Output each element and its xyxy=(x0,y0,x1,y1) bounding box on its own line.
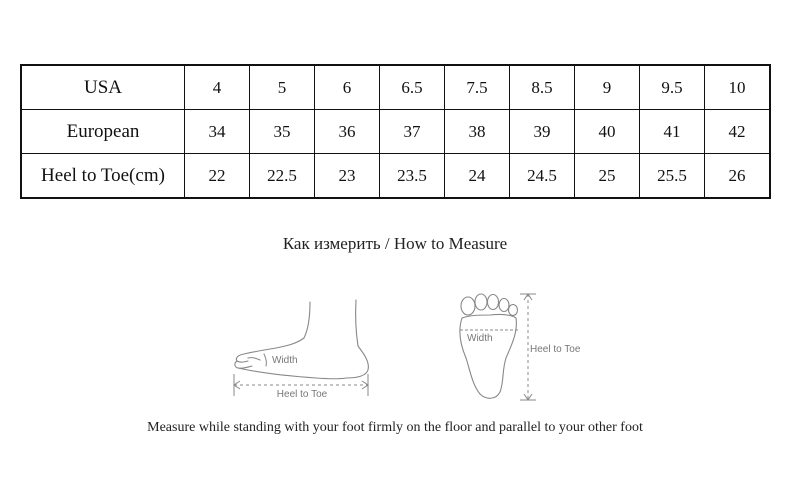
table-cell: 6.5 xyxy=(380,65,445,110)
table-cell: 23 xyxy=(315,154,380,199)
table-cell: 34 xyxy=(185,110,250,154)
table-cell: 9 xyxy=(575,65,640,110)
table-cell: 24.5 xyxy=(510,154,575,199)
size-chart-table xyxy=(20,64,771,199)
table-cell: 26 xyxy=(705,154,771,199)
table-cell: 39 xyxy=(510,110,575,154)
table-cell: 7.5 xyxy=(445,65,510,110)
table-cell: 23.5 xyxy=(380,154,445,199)
table-cell: 40 xyxy=(575,110,640,154)
table-cell: 24 xyxy=(445,154,510,199)
row-header-european: European xyxy=(21,110,185,154)
foot-side-view-icon xyxy=(226,288,382,410)
table-cell: 38 xyxy=(445,110,510,154)
table-cell: 10 xyxy=(705,65,771,110)
sole-heel-to-toe-label: Heel to Toe xyxy=(530,344,581,355)
table-cell: 42 xyxy=(705,110,771,154)
table-cell: 22 xyxy=(185,154,250,199)
table-cell: 25.5 xyxy=(640,154,705,199)
table-cell: 6 xyxy=(315,65,380,110)
row-header-heel-to-toe: Heel to Toe(cm) xyxy=(21,154,185,199)
table-row-european xyxy=(21,110,770,154)
foot-side-view-illustration xyxy=(226,288,382,410)
table-cell: 5 xyxy=(250,65,315,110)
table-cell: 8.5 xyxy=(510,65,575,110)
table-row-heel-to-toe xyxy=(21,154,770,199)
table-cell: 36 xyxy=(315,110,380,154)
side-heel-to-toe-label: Heel to Toe xyxy=(276,389,328,400)
table-cell: 4 xyxy=(185,65,250,110)
foot-sole-view-illustration xyxy=(450,288,600,410)
table-cell: 35 xyxy=(250,110,315,154)
foot-sole-view-icon xyxy=(450,288,600,410)
table-cell: 9.5 xyxy=(640,65,705,110)
table-cell: 37 xyxy=(380,110,445,154)
sole-width-label: Width xyxy=(467,333,493,344)
table-cell: 22.5 xyxy=(250,154,315,199)
side-width-label: Width xyxy=(272,355,298,366)
measure-instruction-text: Measure while standing with your foot firmly on the floor and parallel to your other foot xyxy=(147,420,643,435)
how-to-measure-title: Как измерить / How to Measure xyxy=(282,234,508,253)
row-header-usa: USA xyxy=(21,65,185,110)
table-cell: 25 xyxy=(575,154,640,199)
table-cell: 41 xyxy=(640,110,705,154)
table-row-usa xyxy=(21,65,770,110)
